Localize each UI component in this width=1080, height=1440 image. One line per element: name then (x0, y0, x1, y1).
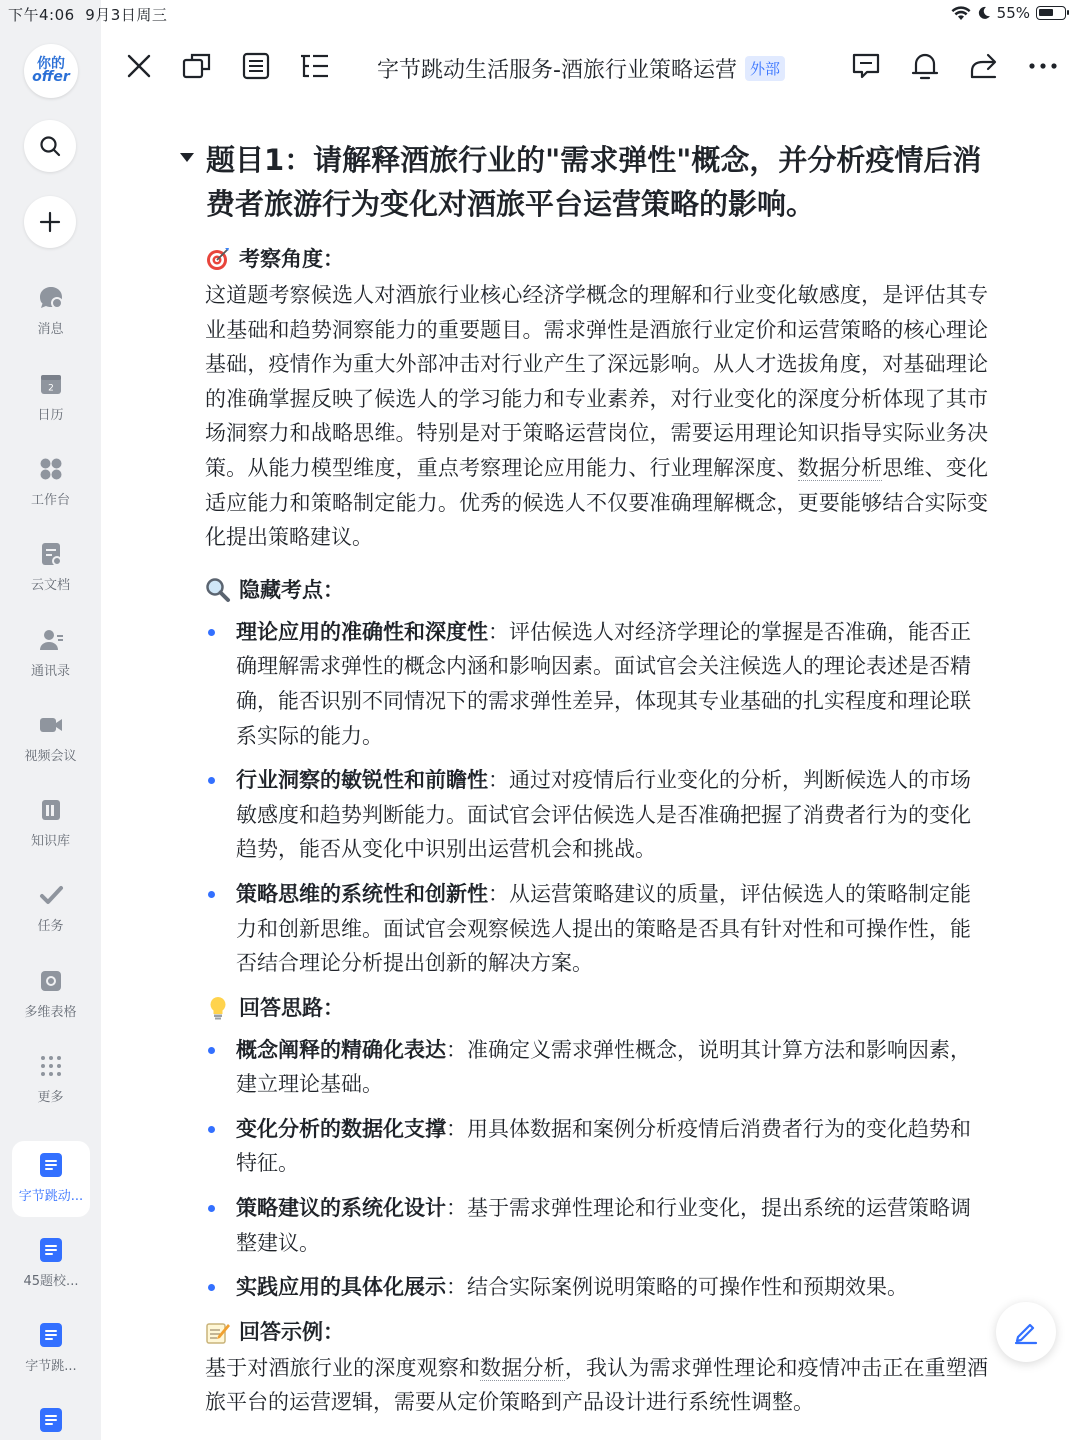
toc-button[interactable] (297, 48, 333, 84)
sidebar-label: 更多 (37, 1090, 64, 1105)
document-icon (40, 1238, 62, 1262)
wiki-icon (37, 796, 65, 824)
base-icon (37, 967, 65, 995)
list-item-text: ：评估候选人对经济学理论的掌握是否准确，能否正确理解需求弹性的概念内涵和影响因素。面试官会关注候选人的理论表述是否精确，能否识别不同情况下的需求弹性差异，体现其专业基础的扎实程度和理论联系实际的能力。 (236, 619, 971, 748)
sidebar-label: 工作台 (30, 493, 70, 508)
paragraph-text: ，我认为需求弹性理论和疫情冲击正在重塑酒旅平台的运营逻辑，需要从定价策略到产品设计进行系统性调整。 (205, 1355, 989, 1415)
document-icon (40, 1323, 62, 1347)
section-title: 回答思路： (239, 995, 344, 1020)
logo-line1: 你的 (37, 56, 65, 72)
question-heading-text: 题目1：请解释酒旅行业的"需求弹性"概念，并分析疫情后消费者旅游行为变化对酒旅平台运营策略的影响。 (206, 143, 982, 221)
list-item-bold: 变化分析的数据化支撑 (236, 1116, 446, 1141)
more-icon (37, 1052, 65, 1080)
bell-icon (911, 51, 939, 81)
more-horizontal-icon (1028, 62, 1058, 70)
doc-title-text: 字节跳动生活服务-酒旅行业策略运营 (377, 58, 737, 83)
document-body (178, 138, 988, 1420)
create-button[interactable] (24, 196, 76, 248)
answer-approach-list (178, 1033, 988, 1305)
contacts-icon (37, 626, 65, 654)
new-window-icon (182, 52, 212, 80)
section-heading (178, 573, 988, 607)
share-icon (969, 52, 999, 80)
sidebar-item-workspace[interactable] (0, 455, 101, 508)
more-button[interactable] (1025, 48, 1061, 84)
search-icon (38, 134, 62, 158)
sidebar-item-more[interactable] (0, 1052, 101, 1105)
list-item-text: ：通过对疫情后行业变化的分析，判断候选人的市场敏感度和趋势判断能力。面试官会评估候选人是否准确把握了消费者行为的变化趋势，能否从变化中识别出运营机会和挑战。 (236, 768, 971, 862)
list-icon (242, 52, 270, 80)
status-date: 9月3日周三 (85, 6, 168, 24)
notifications-button[interactable] (907, 48, 943, 84)
list-item-bold: 策略思维的系统性和创新性 (236, 881, 488, 906)
sidebar-label: 任务 (37, 919, 64, 934)
sidebar-item-calendar[interactable] (0, 370, 101, 423)
cloud-doc-icon (37, 540, 65, 568)
toc-icon (300, 52, 330, 80)
pencil-icon (1012, 1318, 1040, 1346)
magnifier-icon (205, 577, 231, 603)
underlined-term[interactable]: 数据分析 (480, 1355, 565, 1380)
hidden-points-list (178, 615, 988, 981)
share-button[interactable] (966, 48, 1002, 84)
wifi-icon (951, 6, 971, 21)
document-icon (40, 1408, 62, 1432)
list-item (236, 615, 988, 753)
sidebar-label: 多维表格 (24, 1005, 77, 1020)
list-item (236, 877, 988, 981)
sidebar-label: 知识库 (30, 834, 70, 849)
sidebar-item-messages[interactable] (0, 284, 101, 337)
new-window-button[interactable] (179, 48, 215, 84)
question-heading[interactable] (178, 138, 988, 226)
battery-icon (1036, 6, 1066, 20)
external-tag: 外部 (745, 56, 785, 81)
paragraph-text: 基于对酒旅行业的深度观察和 (205, 1355, 481, 1380)
lightbulb-icon (205, 995, 231, 1021)
paragraph-text: 思维、变化适应能力和策略制定能力。优秀的候选人不仅要准确理解概念，更要能够结合实际变化提出策略建议。 (205, 455, 989, 550)
list-item (236, 1033, 988, 1102)
section-heading (178, 1315, 988, 1349)
underlined-term[interactable]: 数据分析 (797, 455, 883, 480)
collapse-caret-icon[interactable] (180, 153, 194, 162)
sidebar-label: 云文档 (30, 578, 70, 593)
sidebar-item-contacts[interactable] (0, 626, 101, 679)
document-icon (40, 1153, 62, 1177)
list-item-bold: 行业洞察的敏锐性和前瞻性 (236, 768, 488, 793)
sidebar-doc[interactable] (12, 1311, 90, 1387)
list-item-text: ：准确定义需求弹性概念，说明其计算方法和影响因素，建立理论基础。 (236, 1037, 971, 1097)
list-item-text: ：结合实际案例说明策略的可操作性和预期效果。 (446, 1275, 908, 1300)
list-item-bold: 理论应用的准确性和深度性 (236, 619, 488, 644)
memo-icon (205, 1319, 231, 1345)
section-heading (178, 242, 988, 276)
list-item-text: ：基于需求弹性理论和行业变化，提出系统的运营策略调整建议。 (236, 1196, 971, 1255)
status-bar (0, 0, 1080, 28)
sidebar-doc[interactable] (12, 1396, 90, 1440)
list-item (236, 763, 988, 867)
section-title: 考察角度： (239, 247, 344, 271)
sidebar-doc[interactable] (12, 1226, 90, 1302)
list-item-bold: 概念阐释的精确化表达 (236, 1037, 446, 1062)
toolbar (101, 28, 1080, 106)
sidebar-doc-label: 45题校... (23, 1274, 79, 1289)
sidebar (0, 0, 101, 1440)
calendar-icon (37, 370, 65, 398)
sidebar-item-cloud-docs[interactable] (0, 540, 101, 593)
edit-button[interactable] (996, 1302, 1056, 1362)
paragraph (178, 278, 988, 555)
sidebar-label: 日历 (37, 408, 64, 423)
comment-icon (851, 52, 881, 80)
outline-button[interactable] (238, 48, 274, 84)
paragraph (178, 1351, 988, 1420)
target-icon (205, 246, 231, 272)
section-title: 隐藏考点： (239, 577, 344, 602)
status-time: 下午4:06 (8, 6, 75, 24)
video-icon (37, 711, 65, 739)
doc-title[interactable] (377, 53, 785, 84)
sidebar-item-wiki[interactable] (0, 796, 101, 849)
moon-icon (977, 6, 991, 20)
section-title: 回答示例： (239, 1319, 344, 1344)
sidebar-item-base[interactable] (0, 967, 101, 1020)
sidebar-doc-label: 字节跳动... (18, 1189, 84, 1204)
close-icon (126, 53, 152, 79)
list-item-text: ：从运营策略建议的质量，评估候选人的策略制定能力和创新思维。面试官会观察候选人提出的策略是否具有针对性和可操作性，能否结合理论分析提出创新的解决方案。 (236, 881, 971, 976)
list-item (236, 1191, 988, 1260)
list-item-text: ：用具体数据和案例分析疫情后消费者行为的变化趋势和特征。 (236, 1116, 971, 1176)
search-button[interactable] (24, 120, 76, 172)
paragraph-text: 这道题考察候选人对酒旅行业核心经济学概念的理解和行业变化敏感度，是评估其专业基础和趋势洞察能力的重要题目。需求弹性是酒旅行业定价和运营策略的核心理论基础，疫情作为重大外部冲击对行业产生了深远影响。从人才选拔角度，对基础理论的准确掌握反映了候选人的学习能力和专业素养，对行业变化的深度分析体现了其市场洞察力和战略思维。特别是对于策略运营岗位，需要运用理论知识指导实际业务决策。从能力模型维度，重点考察理论应用能力、行业理解深度、 (205, 283, 988, 480)
list-item-bold: 策略建议的系统化设计 (236, 1196, 446, 1221)
sidebar-label: 消息 (37, 322, 64, 337)
workspace-icon (37, 455, 65, 483)
message-icon (37, 284, 65, 312)
sidebar-item-video[interactable] (0, 711, 101, 764)
sidebar-label: 视频会议 (24, 749, 77, 764)
list-item-bold: 实践应用的具体化展示 (236, 1275, 446, 1300)
comments-button[interactable] (848, 48, 884, 84)
app-logo[interactable] (24, 44, 78, 98)
task-icon (37, 881, 65, 909)
logo-line2: offer (32, 69, 70, 85)
list-item (236, 1112, 988, 1181)
sidebar-doc-label: 字节跳... (25, 1359, 77, 1374)
sidebar-label: 通讯录 (30, 664, 70, 679)
calendar-day: 2 (47, 383, 54, 394)
list-item (236, 1270, 988, 1305)
section-heading (178, 991, 988, 1025)
battery-percent: 55% (996, 4, 1030, 22)
close-button[interactable] (121, 48, 157, 84)
sidebar-item-tasks[interactable] (0, 881, 101, 934)
plus-icon (38, 210, 62, 234)
sidebar-doc-active[interactable] (12, 1141, 90, 1217)
